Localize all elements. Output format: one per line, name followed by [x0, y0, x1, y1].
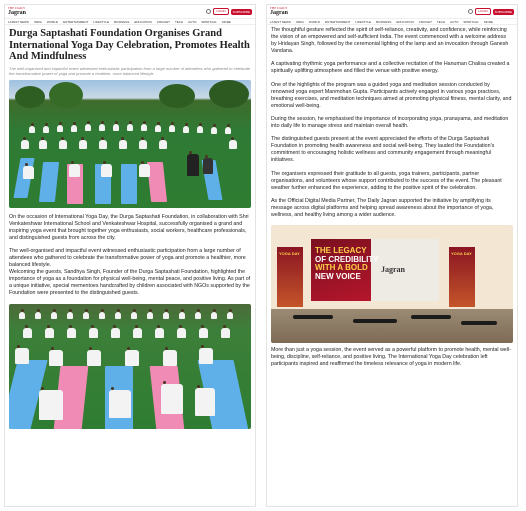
event-standee-left: YOGA DAY — [277, 247, 303, 307]
article-paragraph: The thoughtful gesture reflected the spirit of self-reliance, creativity, and confidence, while reinforcing the vision of an empowered and self-sufficient India. The event commenced with a welcome address by Hridayan Singh, followed by the ceremonial lighting of the lamp and an invocation through Ganesh Vandana. — [271, 27, 509, 55]
article-paragraph: More than just a yoga session, the event served as a powerful platform to promote health, mental well-being, discipline, self-reliance, and positive living. The International Yoga Day celebration left participants inspired and reaffirmed the timeless relevance of yoga in modern life. — [271, 347, 511, 368]
article-paragraph: On the occasion of International Yoga Day, the Durga Saptashati Foundation, in collaboration with Shri Venkateshwar International School and Venkateshwar Hospital, successfully organised a grand and inspiring yoga event that brought together yoga enthusiasts, social workers, healthcare professionals, and distinguished guests from across the city. — [9, 213, 249, 241]
site-header — [267, 5, 517, 18]
article-column-right — [266, 4, 518, 507]
article-subtitle: The well-organised and impactful event witnessed enthusiastic participation from a large number of attendees who gathered to celebrate the transformative power of yoga and promote a healthier, more balanced lifestyle. — [9, 65, 251, 76]
article-paragraph: One of the highlights of the program was a guided yoga and meditation session conducted by renowned yoga expert Manmohan Gupta. Participants actively engaged in various yoga practices, breathing exercises, and meditation techniques aimed at promoting physical fitness, mental clarity, and emotional well-being. — [271, 81, 512, 109]
nav-bar — [5, 18, 255, 25]
nav-item-latest[interactable]: LATEST NEWS — [270, 19, 291, 24]
site-logo[interactable] — [8, 7, 26, 16]
nav-item-business[interactable]: BUSINESS — [114, 19, 130, 24]
event-stage-photo — [271, 225, 513, 343]
nav-item-education[interactable]: EDUCATION — [134, 19, 152, 24]
site-logo[interactable] — [270, 7, 288, 16]
article-paragraph: The distinguished guests present at the event appreciated the efforts of the Durga Saptashati Foundation in promoting health awareness and social well-being. They lauded the Foundation's commitment to encouraging holistic wellness and community engagement through meaningful initiatives. — [271, 136, 495, 164]
article-paragraph: During the session, he emphasised the importance of incorporating yoga, pranayama, and meditation into daily life to manage stress and maintain overall health. — [271, 115, 509, 130]
article-body-left — [5, 25, 255, 429]
article-body-right — [267, 25, 517, 368]
login-button[interactable]: LOGIN — [213, 8, 228, 15]
nav-item-business[interactable]: BUSINESS — [376, 19, 392, 24]
nav-item-cricket[interactable]: CRICKET — [418, 19, 432, 24]
nav-item-more[interactable]: MORE — [221, 19, 231, 24]
logo-text: Jagran — [8, 10, 26, 16]
article-paragraph: The organisers expressed their gratitude to all guests, yoga trainers, participants, partner organisations, and volunteers whose support contributed to the success of the event. The pleasant weather further enhanced the experience, adding to the positive spirit of the celebration. — [271, 170, 502, 191]
article-paragraph: The well-organised and impactful event witnessed enthusiastic participation from a large number of attendees who gathered to celebrate the transformative power of yoga and promote a healthier, more balanced lifestyle. — [9, 247, 246, 269]
search-icon[interactable] — [468, 9, 473, 14]
nav-item-entertainment[interactable]: ENTERTAINMENT — [325, 19, 351, 24]
yoga-session-photo — [9, 80, 251, 208]
nav-bar — [267, 18, 517, 25]
nav-item-education[interactable]: EDUCATION — [396, 19, 414, 24]
nav-item-spiritual[interactable]: SPIRITUAL — [201, 19, 217, 24]
article-paragraph: As the Official Digital Media Partner, The Daily Jagran supported the initiative by amplifying its message across digital platforms and helping spread awareness about the importance of yoga, wellness, and healthy living among a wider audience. — [271, 197, 494, 218]
login-button[interactable]: LOGIN — [475, 8, 490, 15]
nav-item-auto[interactable]: AUTO — [450, 19, 459, 24]
nav-item-lifestyle[interactable]: LIFESTYLE — [93, 19, 110, 24]
article-paragraph: A captivating rhythmic yoga performance and a collective recitation of the Hanuman Chalisa created a spiritually uplifting atmosphere and filled the venue with positive energy. — [271, 61, 510, 75]
nav-item-tech[interactable]: TECH — [436, 19, 446, 24]
event-banner — [311, 239, 439, 301]
header-actions — [206, 8, 252, 15]
subscribe-button[interactable]: SUBSCRIBE — [232, 9, 250, 14]
header-actions — [468, 8, 514, 15]
banner-logo: Jagran — [381, 265, 405, 275]
nav-item-latest[interactable]: LATEST NEWS — [8, 19, 29, 24]
article-paragraph: Welcoming the guests, Sandhya Singh, Founder of the Durga Saptashati Foundation, highlighted the importance of yoga as a foundation for physical well-being, mental peace, and positive living. As part of a unique initiative, special mementoes handcrafted by children associated with NGOs supported by the Foundation were presented to the distinguished guests. — [9, 269, 251, 297]
logo-small-text: THE DAILY — [270, 6, 288, 10]
site-header — [5, 5, 255, 18]
nav-item-india[interactable]: INDIA — [33, 19, 42, 24]
search-icon[interactable] — [206, 9, 211, 14]
event-standee-right: YOGA DAY — [449, 247, 475, 307]
nav-item-spiritual[interactable]: SPIRITUAL — [463, 19, 479, 24]
nav-item-world[interactable]: WORLD — [308, 19, 321, 24]
nav-item-lifestyle[interactable]: LIFESTYLE — [355, 19, 372, 24]
subscribe-button[interactable]: SUBSCRIBE — [494, 9, 512, 14]
nav-item-entertainment[interactable]: ENTERTAINMENT — [63, 19, 89, 24]
nav-item-tech[interactable]: TECH — [174, 19, 184, 24]
article-title: Durga Saptashati Foundation Organises Grand International Yoga Day Celebration, Promotes Health And Mindfulness — [9, 28, 250, 62]
nav-item-cricket[interactable]: CRICKET — [156, 19, 170, 24]
logo-small-text: THE DAILY — [8, 6, 26, 10]
banner-slogan: THE LEGACY OF CREDIBILITY WITH A BOLD NEW VOICE — [315, 246, 379, 281]
nav-item-india[interactable]: INDIA — [295, 19, 304, 24]
yoga-participants-photo — [9, 304, 251, 429]
logo-text: Jagran — [270, 10, 288, 16]
nav-item-world[interactable]: WORLD — [46, 19, 59, 24]
nav-item-more[interactable]: MORE — [483, 19, 493, 24]
nav-item-auto[interactable]: AUTO — [188, 19, 197, 24]
article-column-left — [4, 4, 256, 507]
